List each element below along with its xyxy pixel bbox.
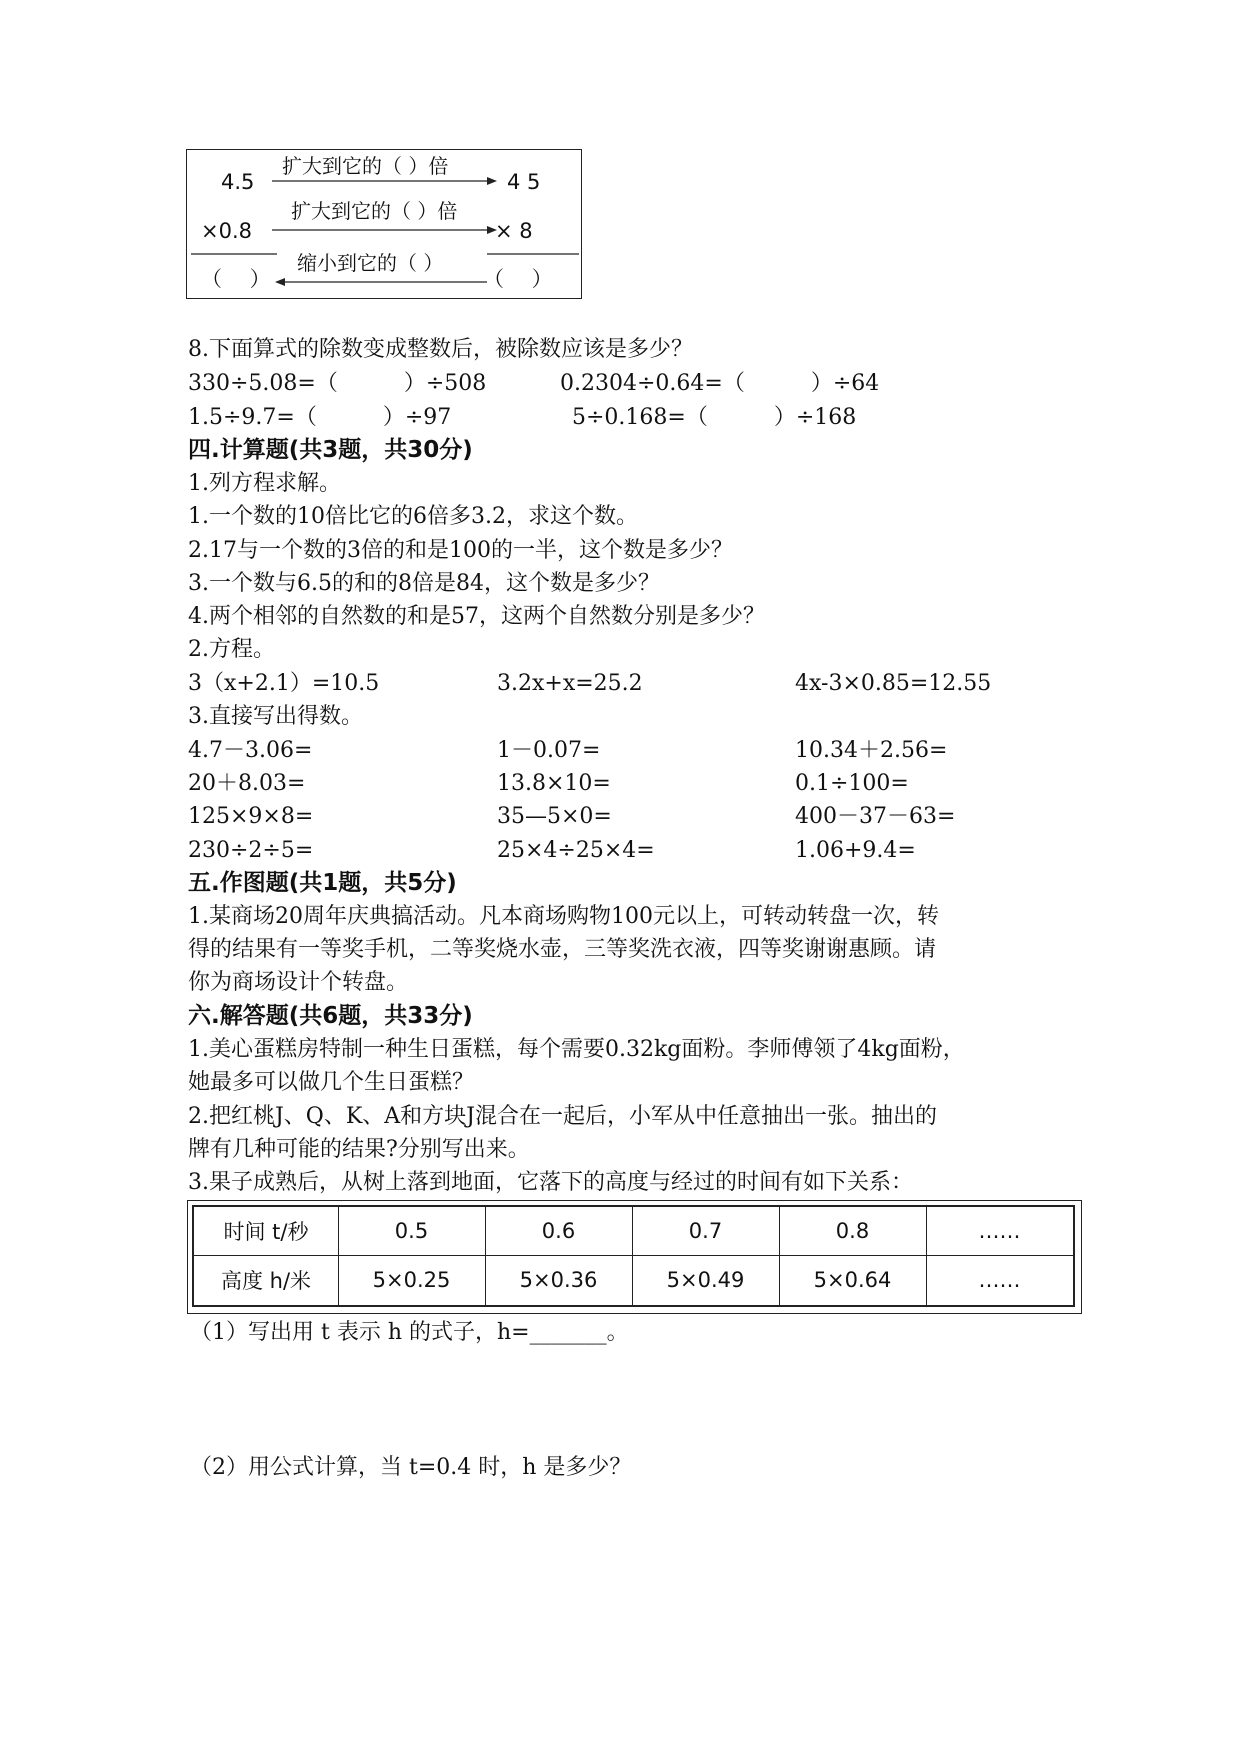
s4-q3-item-4: 20＋8.03= <box>188 771 306 796</box>
s5-line-2: 得的结果有一等奖手机，二等奖烧水壶，三等奖洗衣液，四等奖谢谢惠顾。请 <box>188 937 937 962</box>
s4-q3-item-7: 125×9×8= <box>188 804 314 829</box>
diagram-row3-left: （ ） <box>201 267 271 291</box>
diagram-row2-label: 扩大到它的（ ）倍 <box>291 199 458 223</box>
table-cell: 0.6 <box>541 1219 576 1243</box>
diagram-row1-right: 4 5 <box>507 170 541 194</box>
arrowhead-1 <box>487 177 497 185</box>
s6-line-4: 牌有几种可能的结果?分别写出来。 <box>188 1137 530 1162</box>
section6-heading: 六.解答题(共6题，共33分) <box>188 1003 473 1029</box>
s5-line-1: 1.某商场20周年庆典搞活动。凡本商场购物100元以上，可转动转盘一次，转 <box>188 904 939 929</box>
q8-item-3: 1.5÷9.7=（ ）÷97 <box>188 405 452 430</box>
s4-q1-item-3: 3.一个数与6.5的和的8倍是84，这个数是多少？ <box>188 571 660 596</box>
s4-q3-item-3: 10.34＋2.56= <box>795 738 948 763</box>
q8-title: 8.下面算式的除数变成整数后，被除数应该是多少？ <box>188 337 693 362</box>
diagram-row3-label: 缩小到它的（ ） <box>297 251 444 275</box>
table-cell: 0.7 <box>688 1219 723 1243</box>
s6-line-1: 1.美心蛋糕房特制一种生日蛋糕，每个需要0.32kg面粉。李师傅领了4kg面粉， <box>188 1037 965 1062</box>
time-height-table <box>187 1200 1082 1314</box>
table-cell: 5×0.49 <box>666 1268 745 1292</box>
s5-line-3: 你为商场设计个转盘。 <box>188 970 409 995</box>
s6-line-2: 她最多可以做几个生日蛋糕？ <box>188 1070 475 1095</box>
section5-heading: 五.作图题(共1题，共5分) <box>188 870 457 896</box>
s4-q1-title: 1.列方程求解。 <box>188 471 341 496</box>
s6-sub-1: （1）写出用 t 表示 h 的式子，h=_______。 <box>190 1320 629 1345</box>
s4-q2-item-3: 4x-3×0.85=12.55 <box>795 671 992 696</box>
diagram-row3-right: （ ） <box>483 267 553 291</box>
s4-q3-item-8: 35—5×0= <box>497 804 612 829</box>
section4-heading: 四.计算题(共3题，共30分) <box>188 437 473 463</box>
table-header-height: 高度 h/米 <box>220 1269 312 1293</box>
table-grid <box>192 1205 1075 1307</box>
table-cell: 5×0.64 <box>813 1268 892 1292</box>
multiplication-diagram <box>186 149 582 299</box>
diagram-row2-right: × 8 <box>495 219 533 243</box>
table-cell: …… <box>978 1219 1021 1243</box>
q8-item-2: 0.2304÷0.64=（ ）÷64 <box>560 371 880 396</box>
s4-q3-item-1: 4.7－3.06= <box>188 738 313 763</box>
s4-q1-item-1: 1.一个数的10倍比它的6倍多3.2，求这个数。 <box>188 504 638 529</box>
s4-q3-item-11: 25×4÷25×4= <box>497 838 655 863</box>
table-cell: …… <box>978 1268 1021 1292</box>
s4-q1-item-4: 4.两个相邻的自然数的和是57，这两个自然数分别是多少？ <box>188 604 765 629</box>
s4-q1-item-2: 2.17与一个数的3倍的和是100的一半，这个数是多少？ <box>188 538 733 563</box>
diagram-row1-left: 4.5 <box>221 170 255 194</box>
s4-q3-item-10: 230÷2÷5= <box>188 838 314 863</box>
table-cell: 5×0.25 <box>372 1268 451 1292</box>
s4-q3-item-6: 0.1÷100= <box>795 771 909 796</box>
table-header-time: 时间 t/秒 <box>223 1220 309 1244</box>
arrowhead-3 <box>275 278 285 286</box>
s4-q3-item-12: 1.06+9.4= <box>795 838 916 863</box>
s4-q2-item-1: 3（x+2.1）=10.5 <box>188 671 380 696</box>
diagram-row1-label: 扩大到它的（ ）倍 <box>282 154 449 178</box>
s6-line-5: 3.果子成熟后，从树上落到地面，它落下的高度与经过的时间有如下关系： <box>188 1170 913 1195</box>
s6-sub-2: （2）用公式计算，当 t=0.4 时，h 是多少？ <box>190 1455 632 1480</box>
table-cell: 0.5 <box>394 1219 429 1243</box>
s6-line-3: 2.把红桃J、Q、K、A和方块J混合在一起后，小军从中任意抽出一张。抽出的 <box>188 1104 937 1129</box>
q8-item-4: 5÷0.168=（ ）÷168 <box>572 405 857 430</box>
s4-q3-item-9: 400－37－63= <box>795 804 956 829</box>
s4-q2-item-2: 3.2x+x=25.2 <box>497 671 643 696</box>
diagram-row2-left: ×0.8 <box>201 219 252 243</box>
s4-q2-title: 2.方程。 <box>188 637 275 662</box>
q8-item-1: 330÷5.08=（ ）÷508 <box>188 371 487 396</box>
s4-q3-item-2: 1－0.07= <box>497 738 601 763</box>
s4-q3-item-5: 13.8×10= <box>497 771 611 796</box>
s4-q3-title: 3.直接写出得数。 <box>188 704 363 729</box>
table-cell: 5×0.36 <box>519 1268 598 1292</box>
table-cell: 0.8 <box>835 1219 870 1243</box>
